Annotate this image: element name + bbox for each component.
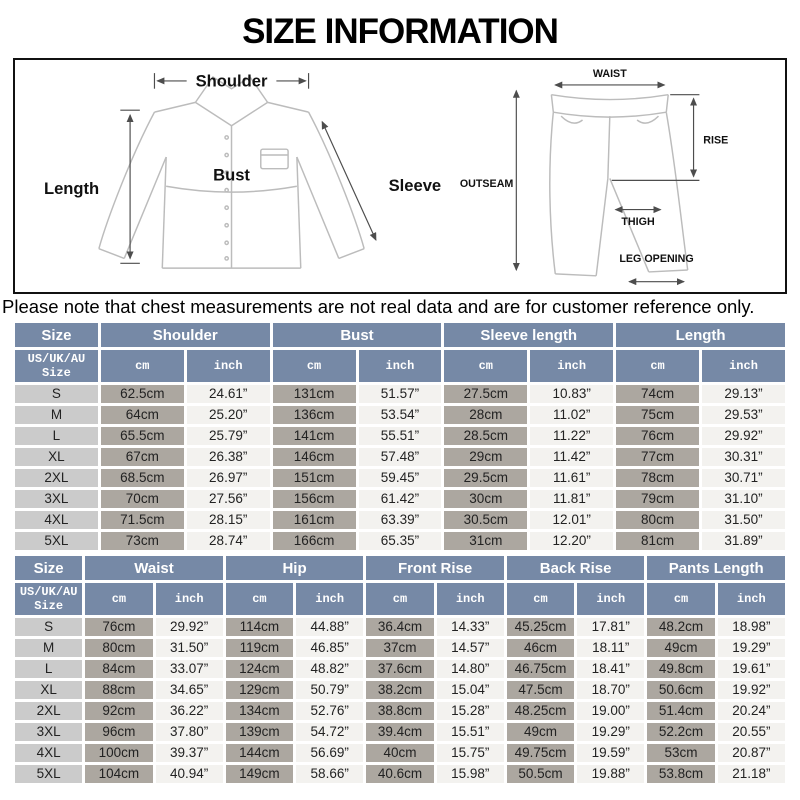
inch-value-cell: 15.04” [437, 681, 504, 699]
inch-value-cell: 20.24” [718, 702, 785, 720]
inch-value-cell: 19.92” [718, 681, 785, 699]
inch-value-cell: 27.56” [187, 490, 270, 508]
pants-measurement-diagram [454, 60, 785, 292]
column-header-size: Size [15, 556, 82, 580]
cm-value-cell: 40.6cm [366, 765, 433, 783]
column-header-hip: Hip [226, 556, 364, 580]
shirt-table-unit-row [15, 350, 785, 382]
cm-unit-header: cm [444, 350, 527, 382]
cm-value-cell: 141cm [273, 427, 356, 445]
size-subheader-line2: Size [34, 599, 64, 613]
cm-value-cell: 51.4cm [647, 702, 714, 720]
size-cell: 3XL [15, 723, 82, 741]
inch-value-cell: 53.54” [359, 406, 442, 424]
inch-value-cell: 28.15” [187, 511, 270, 529]
inch-value-cell: 15.51” [437, 723, 504, 741]
inch-value-cell: 14.80” [437, 660, 504, 678]
cm-value-cell: 27.5cm [444, 385, 527, 403]
size-row-4xl [15, 511, 785, 529]
outseam-label: OUTSEAM [459, 178, 514, 191]
cm-value-cell: 131cm [273, 385, 356, 403]
inch-value-cell: 15.28” [437, 702, 504, 720]
shirt-size-table [12, 320, 788, 553]
size-row-m [15, 406, 785, 424]
cm-unit-header: cm [101, 350, 184, 382]
inch-value-cell: 26.97” [187, 469, 270, 487]
cm-value-cell: 88cm [85, 681, 152, 699]
size-row-5xl [15, 532, 785, 550]
inch-value-cell: 29.13” [702, 385, 785, 403]
rise-label: RISE [703, 134, 729, 147]
shirt-table-header-row [15, 323, 785, 347]
size-cell: XL [15, 448, 98, 466]
inch-value-cell: 34.65” [156, 681, 223, 699]
cm-value-cell: 80cm [616, 511, 699, 529]
cm-value-cell: 49cm [647, 639, 714, 657]
cm-value-cell: 76cm [85, 618, 152, 636]
cm-value-cell: 37.6cm [366, 660, 433, 678]
cm-value-cell: 48.2cm [647, 618, 714, 636]
inch-value-cell: 20.87” [718, 744, 785, 762]
column-header-size: Size [15, 323, 98, 347]
cm-value-cell: 52.2cm [647, 723, 714, 741]
inch-value-cell: 55.51” [359, 427, 442, 445]
size-row-3xl [15, 723, 785, 741]
cm-value-cell: 92cm [85, 702, 152, 720]
inch-value-cell: 52.76” [296, 702, 363, 720]
cm-unit-header: cm [616, 350, 699, 382]
cm-value-cell: 31cm [444, 532, 527, 550]
inch-unit-header: inch [359, 350, 442, 382]
cm-value-cell: 30.5cm [444, 511, 527, 529]
inch-value-cell: 11.02” [530, 406, 613, 424]
inch-value-cell: 36.22” [156, 702, 223, 720]
shirt-measurement-diagram [15, 60, 454, 292]
inch-value-cell: 37.80” [156, 723, 223, 741]
cm-value-cell: 96cm [85, 723, 152, 741]
cm-value-cell: 74cm [616, 385, 699, 403]
cm-value-cell: 75cm [616, 406, 699, 424]
inch-unit-header: inch [187, 350, 270, 382]
cm-value-cell: 100cm [85, 744, 152, 762]
inch-value-cell: 31.50” [156, 639, 223, 657]
cm-value-cell: 80cm [85, 639, 152, 657]
cm-value-cell: 50.6cm [647, 681, 714, 699]
cm-value-cell: 49.75cm [507, 744, 574, 762]
inch-value-cell: 48.82” [296, 660, 363, 678]
inch-value-cell: 50.79” [296, 681, 363, 699]
size-row-4xl [15, 744, 785, 762]
size-cell: 2XL [15, 469, 98, 487]
size-subheader-line1: US/UK/AU [19, 585, 78, 599]
inch-value-cell: 19.29” [718, 639, 785, 657]
inch-value-cell: 15.75” [437, 744, 504, 762]
inch-value-cell: 25.20” [187, 406, 270, 424]
cm-value-cell: 28cm [444, 406, 527, 424]
cm-value-cell: 139cm [226, 723, 293, 741]
column-header-front-rise: Front Rise [366, 556, 504, 580]
shoulder-label: Shoulder [195, 71, 268, 91]
inch-unit-header: inch [702, 350, 785, 382]
size-cell: 3XL [15, 490, 98, 508]
cm-unit-header: cm [507, 583, 574, 615]
inch-unit-header: inch [530, 350, 613, 382]
inch-value-cell: 29.92” [156, 618, 223, 636]
inch-value-cell: 14.57” [437, 639, 504, 657]
cm-value-cell: 73cm [101, 532, 184, 550]
pants-outline [550, 95, 688, 276]
inch-value-cell: 11.61” [530, 469, 613, 487]
inch-unit-header: inch [437, 583, 504, 615]
size-row-5xl [15, 765, 785, 783]
size-cell: 2XL [15, 702, 82, 720]
inch-value-cell: 31.10” [702, 490, 785, 508]
cm-value-cell: 29cm [444, 448, 527, 466]
inch-value-cell: 31.89” [702, 532, 785, 550]
cm-value-cell: 134cm [226, 702, 293, 720]
cm-value-cell: 53.8cm [647, 765, 714, 783]
column-header-bust: Bust [273, 323, 442, 347]
cm-value-cell: 114cm [226, 618, 293, 636]
cm-value-cell: 62.5cm [101, 385, 184, 403]
inch-value-cell: 31.50” [702, 511, 785, 529]
column-header-shoulder: Shoulder [101, 323, 270, 347]
size-cell: 5XL [15, 765, 82, 783]
size-cell: 5XL [15, 532, 98, 550]
size-row-2xl [15, 469, 785, 487]
inch-value-cell: 44.88” [296, 618, 363, 636]
inch-value-cell: 58.66” [296, 765, 363, 783]
inch-value-cell: 11.81” [530, 490, 613, 508]
pants-table-header-row [15, 556, 785, 580]
inch-value-cell: 11.42” [530, 448, 613, 466]
cm-unit-header: cm [226, 583, 293, 615]
cm-value-cell: 77cm [616, 448, 699, 466]
cm-unit-header: cm [273, 350, 356, 382]
inch-value-cell: 17.81” [577, 618, 644, 636]
cm-value-cell: 49cm [507, 723, 574, 741]
cm-value-cell: 156cm [273, 490, 356, 508]
inch-value-cell: 15.98” [437, 765, 504, 783]
pants-size-table [12, 553, 788, 786]
column-header-sleeve-length: Sleeve length [444, 323, 613, 347]
column-header-length: Length [616, 323, 785, 347]
cm-value-cell: 29.5cm [444, 469, 527, 487]
size-cell: S [15, 385, 98, 403]
inch-value-cell: 61.42” [359, 490, 442, 508]
cm-value-cell: 49.8cm [647, 660, 714, 678]
reference-note: Please note that chest measurements are not real data and are for customer reference only. [2, 296, 755, 317]
inch-value-cell: 11.22” [530, 427, 613, 445]
size-row-l [15, 427, 785, 445]
inch-value-cell: 18.11” [577, 639, 644, 657]
column-header-waist: Waist [85, 556, 223, 580]
inch-unit-header: inch [296, 583, 363, 615]
measurement-diagram-panel [13, 58, 787, 294]
inch-value-cell: 21.18” [718, 765, 785, 783]
cm-value-cell: 64cm [101, 406, 184, 424]
size-cell: M [15, 406, 98, 424]
cm-unit-header: cm [85, 583, 152, 615]
cm-value-cell: 68.5cm [101, 469, 184, 487]
size-row-xl [15, 448, 785, 466]
inch-value-cell: 63.39” [359, 511, 442, 529]
inch-value-cell: 19.59” [577, 744, 644, 762]
size-cell: L [15, 660, 82, 678]
size-cell: S [15, 618, 82, 636]
page-title: SIZE INFORMATION [242, 12, 558, 51]
inch-value-cell: 18.70” [577, 681, 644, 699]
size-cell: 4XL [15, 511, 98, 529]
inch-value-cell: 18.98” [718, 618, 785, 636]
cm-value-cell: 70cm [101, 490, 184, 508]
size-cell: L [15, 427, 98, 445]
cm-value-cell: 39.4cm [366, 723, 433, 741]
cm-value-cell: 38.2cm [366, 681, 433, 699]
cm-value-cell: 79cm [616, 490, 699, 508]
inch-value-cell: 65.35” [359, 532, 442, 550]
cm-value-cell: 166cm [273, 532, 356, 550]
bust-label: Bust [213, 165, 250, 185]
cm-value-cell: 84cm [85, 660, 152, 678]
sleeve-label: Sleeve [388, 176, 442, 196]
cm-value-cell: 50.5cm [507, 765, 574, 783]
inch-value-cell: 19.88” [577, 765, 644, 783]
size-standard-subheader [15, 350, 98, 382]
inch-unit-header: inch [718, 583, 785, 615]
inch-unit-header: inch [577, 583, 644, 615]
inch-value-cell: 19.00” [577, 702, 644, 720]
inch-value-cell: 46.85” [296, 639, 363, 657]
inch-value-cell: 25.79” [187, 427, 270, 445]
length-label: Length [43, 179, 100, 199]
cm-value-cell: 36.4cm [366, 618, 433, 636]
cm-value-cell: 149cm [226, 765, 293, 783]
cm-value-cell: 151cm [273, 469, 356, 487]
inch-value-cell: 59.45” [359, 469, 442, 487]
inch-unit-header: inch [156, 583, 223, 615]
size-row-xl [15, 681, 785, 699]
cm-value-cell: 48.25cm [507, 702, 574, 720]
size-row-s [15, 618, 785, 636]
inch-value-cell: 12.01” [530, 511, 613, 529]
inch-value-cell: 18.41” [577, 660, 644, 678]
cm-value-cell: 129cm [226, 681, 293, 699]
cm-value-cell: 119cm [226, 639, 293, 657]
inch-value-cell: 14.33” [437, 618, 504, 636]
cm-value-cell: 67cm [101, 448, 184, 466]
column-header-back-rise: Back Rise [507, 556, 645, 580]
cm-value-cell: 124cm [226, 660, 293, 678]
size-row-2xl [15, 702, 785, 720]
cm-value-cell: 144cm [226, 744, 293, 762]
cm-value-cell: 78cm [616, 469, 699, 487]
cm-value-cell: 28.5cm [444, 427, 527, 445]
size-cell: XL [15, 681, 82, 699]
inch-value-cell: 33.07” [156, 660, 223, 678]
waist-label: WAIST [592, 68, 627, 81]
size-row-m [15, 639, 785, 657]
inch-value-cell: 29.53” [702, 406, 785, 424]
cm-value-cell: 136cm [273, 406, 356, 424]
cm-value-cell: 37cm [366, 639, 433, 657]
cm-value-cell: 76cm [616, 427, 699, 445]
column-header-pants-length: Pants Length [647, 556, 785, 580]
inch-value-cell: 10.83” [530, 385, 613, 403]
thigh-label: THIGH [621, 216, 655, 229]
inch-value-cell: 54.72” [296, 723, 363, 741]
cm-value-cell: 47.5cm [507, 681, 574, 699]
inch-value-cell: 30.71” [702, 469, 785, 487]
inch-value-cell: 26.38” [187, 448, 270, 466]
cm-value-cell: 38.8cm [366, 702, 433, 720]
inch-value-cell: 12.20” [530, 532, 613, 550]
inch-value-cell: 56.69” [296, 744, 363, 762]
cm-value-cell: 65.5cm [101, 427, 184, 445]
size-row-3xl [15, 490, 785, 508]
inch-value-cell: 24.61” [187, 385, 270, 403]
inch-value-cell: 28.74” [187, 532, 270, 550]
inch-value-cell: 57.48” [359, 448, 442, 466]
leg-opening-label: LEG OPENING [619, 253, 694, 266]
cm-value-cell: 45.25cm [507, 618, 574, 636]
cm-unit-header: cm [366, 583, 433, 615]
cm-value-cell: 161cm [273, 511, 356, 529]
inch-value-cell: 19.29” [577, 723, 644, 741]
inch-value-cell: 40.94” [156, 765, 223, 783]
size-row-s [15, 385, 785, 403]
inch-value-cell: 30.31” [702, 448, 785, 466]
cm-value-cell: 46.75cm [507, 660, 574, 678]
cm-unit-header: cm [647, 583, 714, 615]
size-standard-subheader [15, 583, 82, 615]
cm-value-cell: 146cm [273, 448, 356, 466]
cm-value-cell: 40cm [366, 744, 433, 762]
inch-value-cell: 19.61” [718, 660, 785, 678]
size-row-l [15, 660, 785, 678]
cm-value-cell: 71.5cm [101, 511, 184, 529]
cm-value-cell: 104cm [85, 765, 152, 783]
size-cell: 4XL [15, 744, 82, 762]
cm-value-cell: 81cm [616, 532, 699, 550]
size-subheader-line1: US/UK/AU [27, 352, 86, 366]
inch-value-cell: 29.92” [702, 427, 785, 445]
inch-value-cell: 39.37” [156, 744, 223, 762]
cm-value-cell: 46cm [507, 639, 574, 657]
size-subheader-line2: Size [42, 366, 71, 380]
inch-value-cell: 51.57” [359, 385, 442, 403]
inch-value-cell: 20.55” [718, 723, 785, 741]
pants-table-unit-row [15, 583, 785, 615]
cm-value-cell: 30cm [444, 490, 527, 508]
cm-value-cell: 53cm [647, 744, 714, 762]
size-cell: M [15, 639, 82, 657]
